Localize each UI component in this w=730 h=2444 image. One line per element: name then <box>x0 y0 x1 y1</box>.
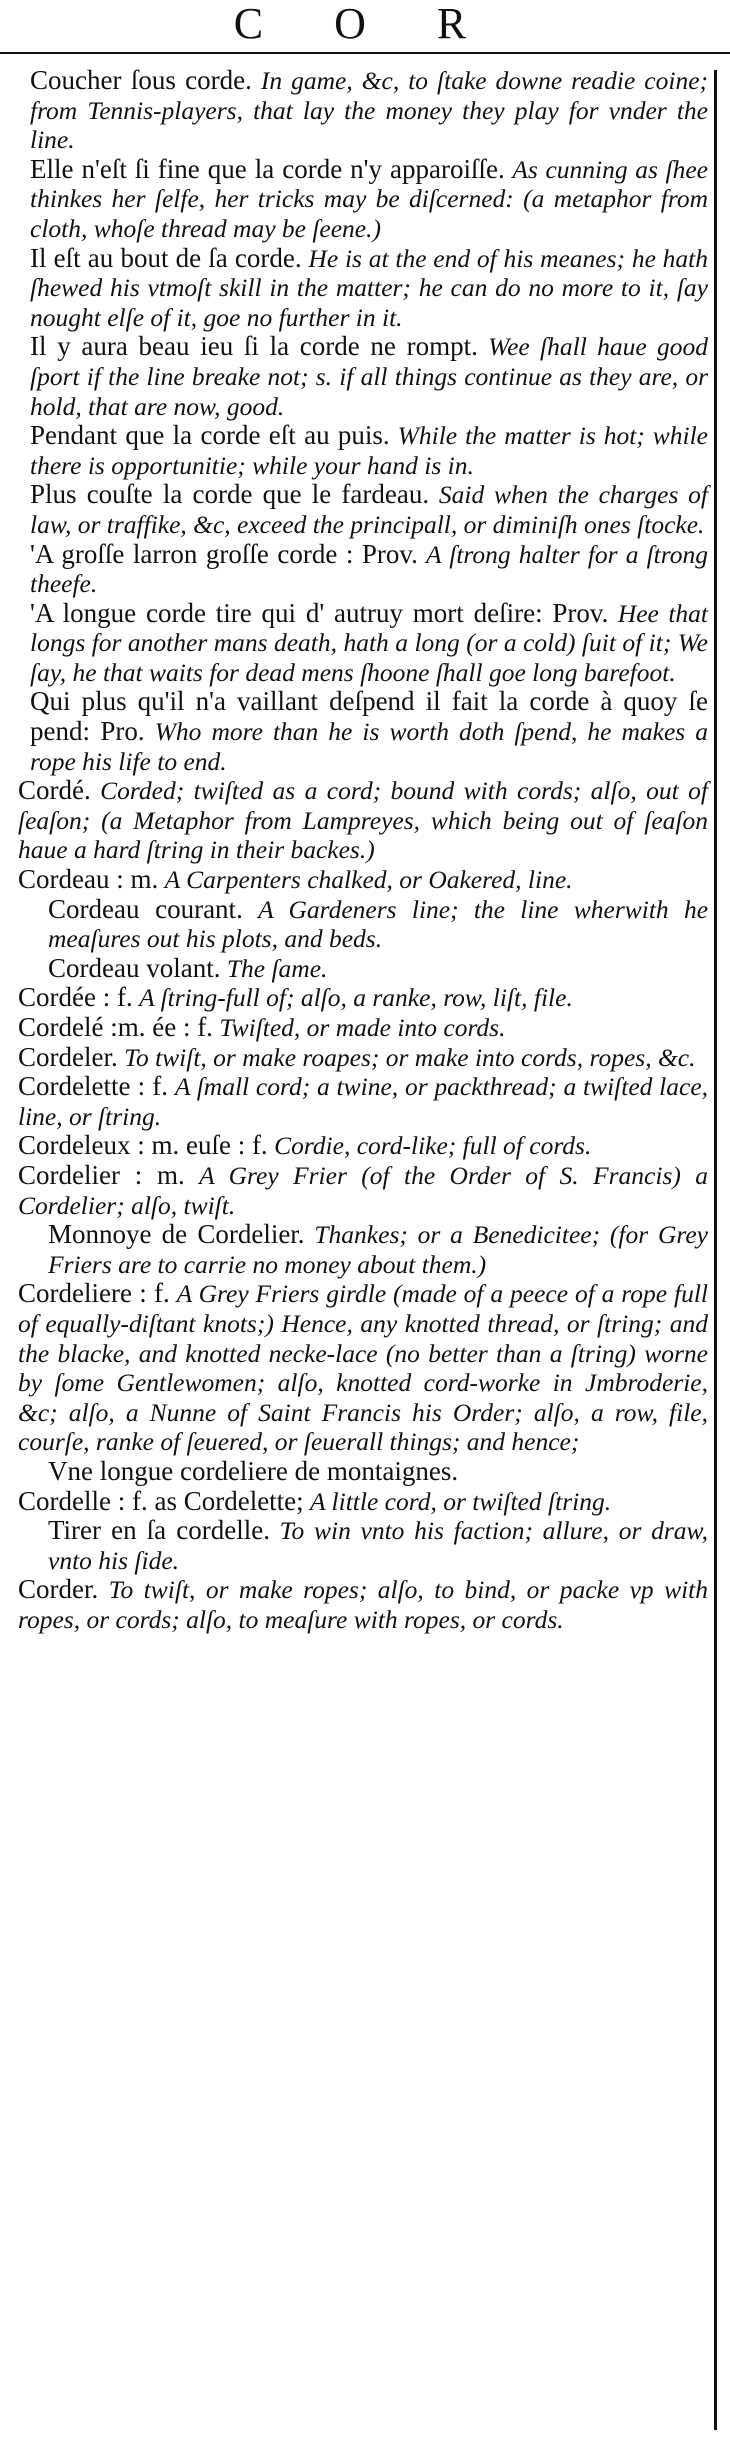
entry-headword: Monnoye de Cordelier. <box>48 1219 305 1250</box>
entry-gloss: A Grey Friers girdle (made of a peece of a rope full of equally-diſtant knots;) Hence, any knotted thread, or ſtring; and the blacke, and knotted necke-lace (no better than a ſtring) worne by ſome Gentlewomen; alſo, knotted cord-worke in Jmbroderie, &c; alſo, a Nunne of Saint Francis his Order; alſo, a row, file, courſe, ranke of ſeuered, or ſeuerall things; and hence; <box>18 1279 708 1457</box>
dictionary-entry <box>18 687 708 776</box>
entry-gloss: A Carpenters chalked, or Oakered, line. <box>164 865 573 895</box>
dictionary-entry <box>18 1220 708 1279</box>
entry-gloss: To win vnto his faction; allure, or draw, vnto his ſide. <box>48 1516 709 1575</box>
entry-headword: Il eſt au bout de ſa corde. <box>30 242 302 273</box>
dictionary-entry <box>18 421 708 480</box>
entry-gloss: In game, &c, to ſtake downe readie coine; from Tennis-players, that lay the money they play for vnder the line. <box>30 66 709 155</box>
entry-gloss: A ſmall cord; a twine, or packthread; a twiſted lace, line, or ſtring. <box>18 1072 709 1131</box>
dictionary-entry <box>18 66 708 155</box>
column-rule <box>714 70 717 2430</box>
dictionary-entry <box>18 776 708 865</box>
entry-headword: Coucher ſous corde. <box>30 65 252 95</box>
entry-gloss: A Grey Frier (of the Order of S. Francis) a Cordelier; alſo, twiſt. <box>18 1160 708 1220</box>
entry-gloss: To twiſt, or make ropes; alſo, to bind, or packe vp with ropes, or cords; alſo, to meaſure with ropes, or cords. <box>18 1575 708 1634</box>
entry-headword: Cordelé :m. ée : f. <box>18 1012 213 1042</box>
entry-headword: Cordée : f. <box>18 982 133 1013</box>
entry-gloss: Corded; twiſted as a cord; bound with cords; alſo, out of ſeaſon; (a Metaphor from Lampreyes, which being out of ſeaſon haue a hard ſtring in their backes.) <box>18 776 708 865</box>
entry-gloss: Thankes; or a Benedicitee; (for Grey Friers are to carrie no money about them.) <box>48 1220 708 1279</box>
entry-gloss: A ſtring-full of; alſo, a ranke, row, liſt, file. <box>139 983 573 1013</box>
entry-gloss: A Gardeners line; the line wherwith he meaſures out his plots, and beds. <box>48 894 709 954</box>
dictionary-entry <box>18 1072 708 1131</box>
dictionary-entry <box>18 1457 708 1487</box>
dictionary-entry <box>18 865 708 895</box>
entry-headword: Cordeau volant. <box>48 952 221 983</box>
entry-gloss: The ſame. <box>226 953 328 983</box>
entry-headword: Plus couſte la corde que le fardeau. <box>30 479 430 510</box>
dictionary-entry <box>18 1161 708 1220</box>
entry-headword: Pendant que la corde eſt au puis. <box>30 420 390 451</box>
entry-headword: Cordeleux : m. euſe : f. <box>18 1130 268 1161</box>
entry-headword: Tirer en ſa cordelle. <box>48 1515 270 1546</box>
entry-headword: Cordelette : f. <box>18 1071 169 1102</box>
entry-gloss: To twiſt, or make roapes; or make into cords, ropes, &c. <box>124 1042 696 1072</box>
entry-headword: Cordeliere : f. <box>18 1278 170 1309</box>
dictionary-entry <box>18 1279 708 1457</box>
entry-headword: Cordeler. <box>18 1041 118 1072</box>
entry-gloss: As cunning as ſhee thinkes her ſelfe, her tricks may be diſcerned: (a metaphor from cloth, whoſe thread may be ſeene.) <box>30 154 708 243</box>
entry-gloss: Twiſted, or made into cords. <box>219 1013 506 1042</box>
dictionary-entry <box>18 1516 708 1575</box>
entry-gloss: Hee that longs for another mans death, hath a long (or a cold) ſuit of it; We ſay, he that waits for dead mens ſhoone ſhall goe long barefoot. <box>30 598 708 687</box>
dictionary-column <box>18 66 708 1634</box>
entry-headword: Elle n'eſt ſi fine que la corde n'y apparoiſſe. <box>30 153 505 184</box>
dictionary-entry <box>18 540 708 599</box>
entry-headword: Cordelier : m. <box>18 1159 185 1190</box>
entry-gloss: While the matter is hot; while there is opportunitie; while your hand is in. <box>30 421 708 480</box>
entry-headword: Corder. <box>18 1574 99 1605</box>
entry-gloss: Said when the charges of law, or traffike, &c, exceed the principall, or diminiſh ones ſtocke. <box>30 480 709 539</box>
entry-headword: Cordeau courant. <box>48 893 243 924</box>
dictionary-entry <box>18 1575 708 1634</box>
dictionary-entry <box>18 1131 708 1161</box>
dictionary-entry <box>18 332 708 421</box>
dictionary-entry <box>18 1013 708 1043</box>
entry-headword: Vne longue cordeliere de montaignes. <box>48 1455 459 1486</box>
dictionary-entry <box>18 599 708 688</box>
entry-headword: 'A groſſe larron groſſe corde : Prov. <box>30 538 418 569</box>
entry-headword: 'A longue corde tire qui d' autruy mort deſire: Prov. <box>30 597 609 628</box>
dictionary-entry <box>18 244 708 333</box>
dictionary-entry <box>18 480 708 539</box>
entry-gloss: A ſtrong halter for a ſtrong theefe. <box>30 539 708 599</box>
entry-headword: Il y aura beau ieu ſi la corde ne rompt. <box>30 331 478 362</box>
entry-gloss: Cordie, cord-like; full of cords. <box>274 1131 592 1161</box>
dictionary-entry <box>18 1043 708 1073</box>
page-header-title: C O R <box>233 0 497 48</box>
header-rule <box>0 52 730 54</box>
entry-gloss: A little cord, or twiſted ſtring. <box>310 1486 612 1516</box>
entry-headword: Cordeau : m. <box>18 864 159 895</box>
dictionary-entry <box>18 895 708 954</box>
dictionary-entry <box>18 155 708 244</box>
dictionary-entry <box>18 954 708 984</box>
dictionary-entry <box>18 1487 708 1517</box>
entry-headword: Cordelle : f. as Cordelette; <box>18 1485 304 1516</box>
entry-headword: Cordé. <box>18 775 91 806</box>
dictionary-entry <box>18 983 708 1013</box>
entry-gloss: Who more than he is worth doth ſpend, he makes a rope his life to end. <box>30 717 708 776</box>
entry-gloss: He is at the end of his meanes; he hath ſhewed his vtmoſt skill in the matter; he can do no more to it, ſay nought elſe of it, goe no further in it. <box>30 243 709 332</box>
entry-headword: Qui plus qu'il n'a vaillant deſpend il fait la corde à quoy ſe pend: Pro. <box>30 686 708 747</box>
entry-gloss: Wee ſhall haue good ſport if the line breake not; s. if all things continue as they are, or hold, that are now, good. <box>30 332 708 421</box>
